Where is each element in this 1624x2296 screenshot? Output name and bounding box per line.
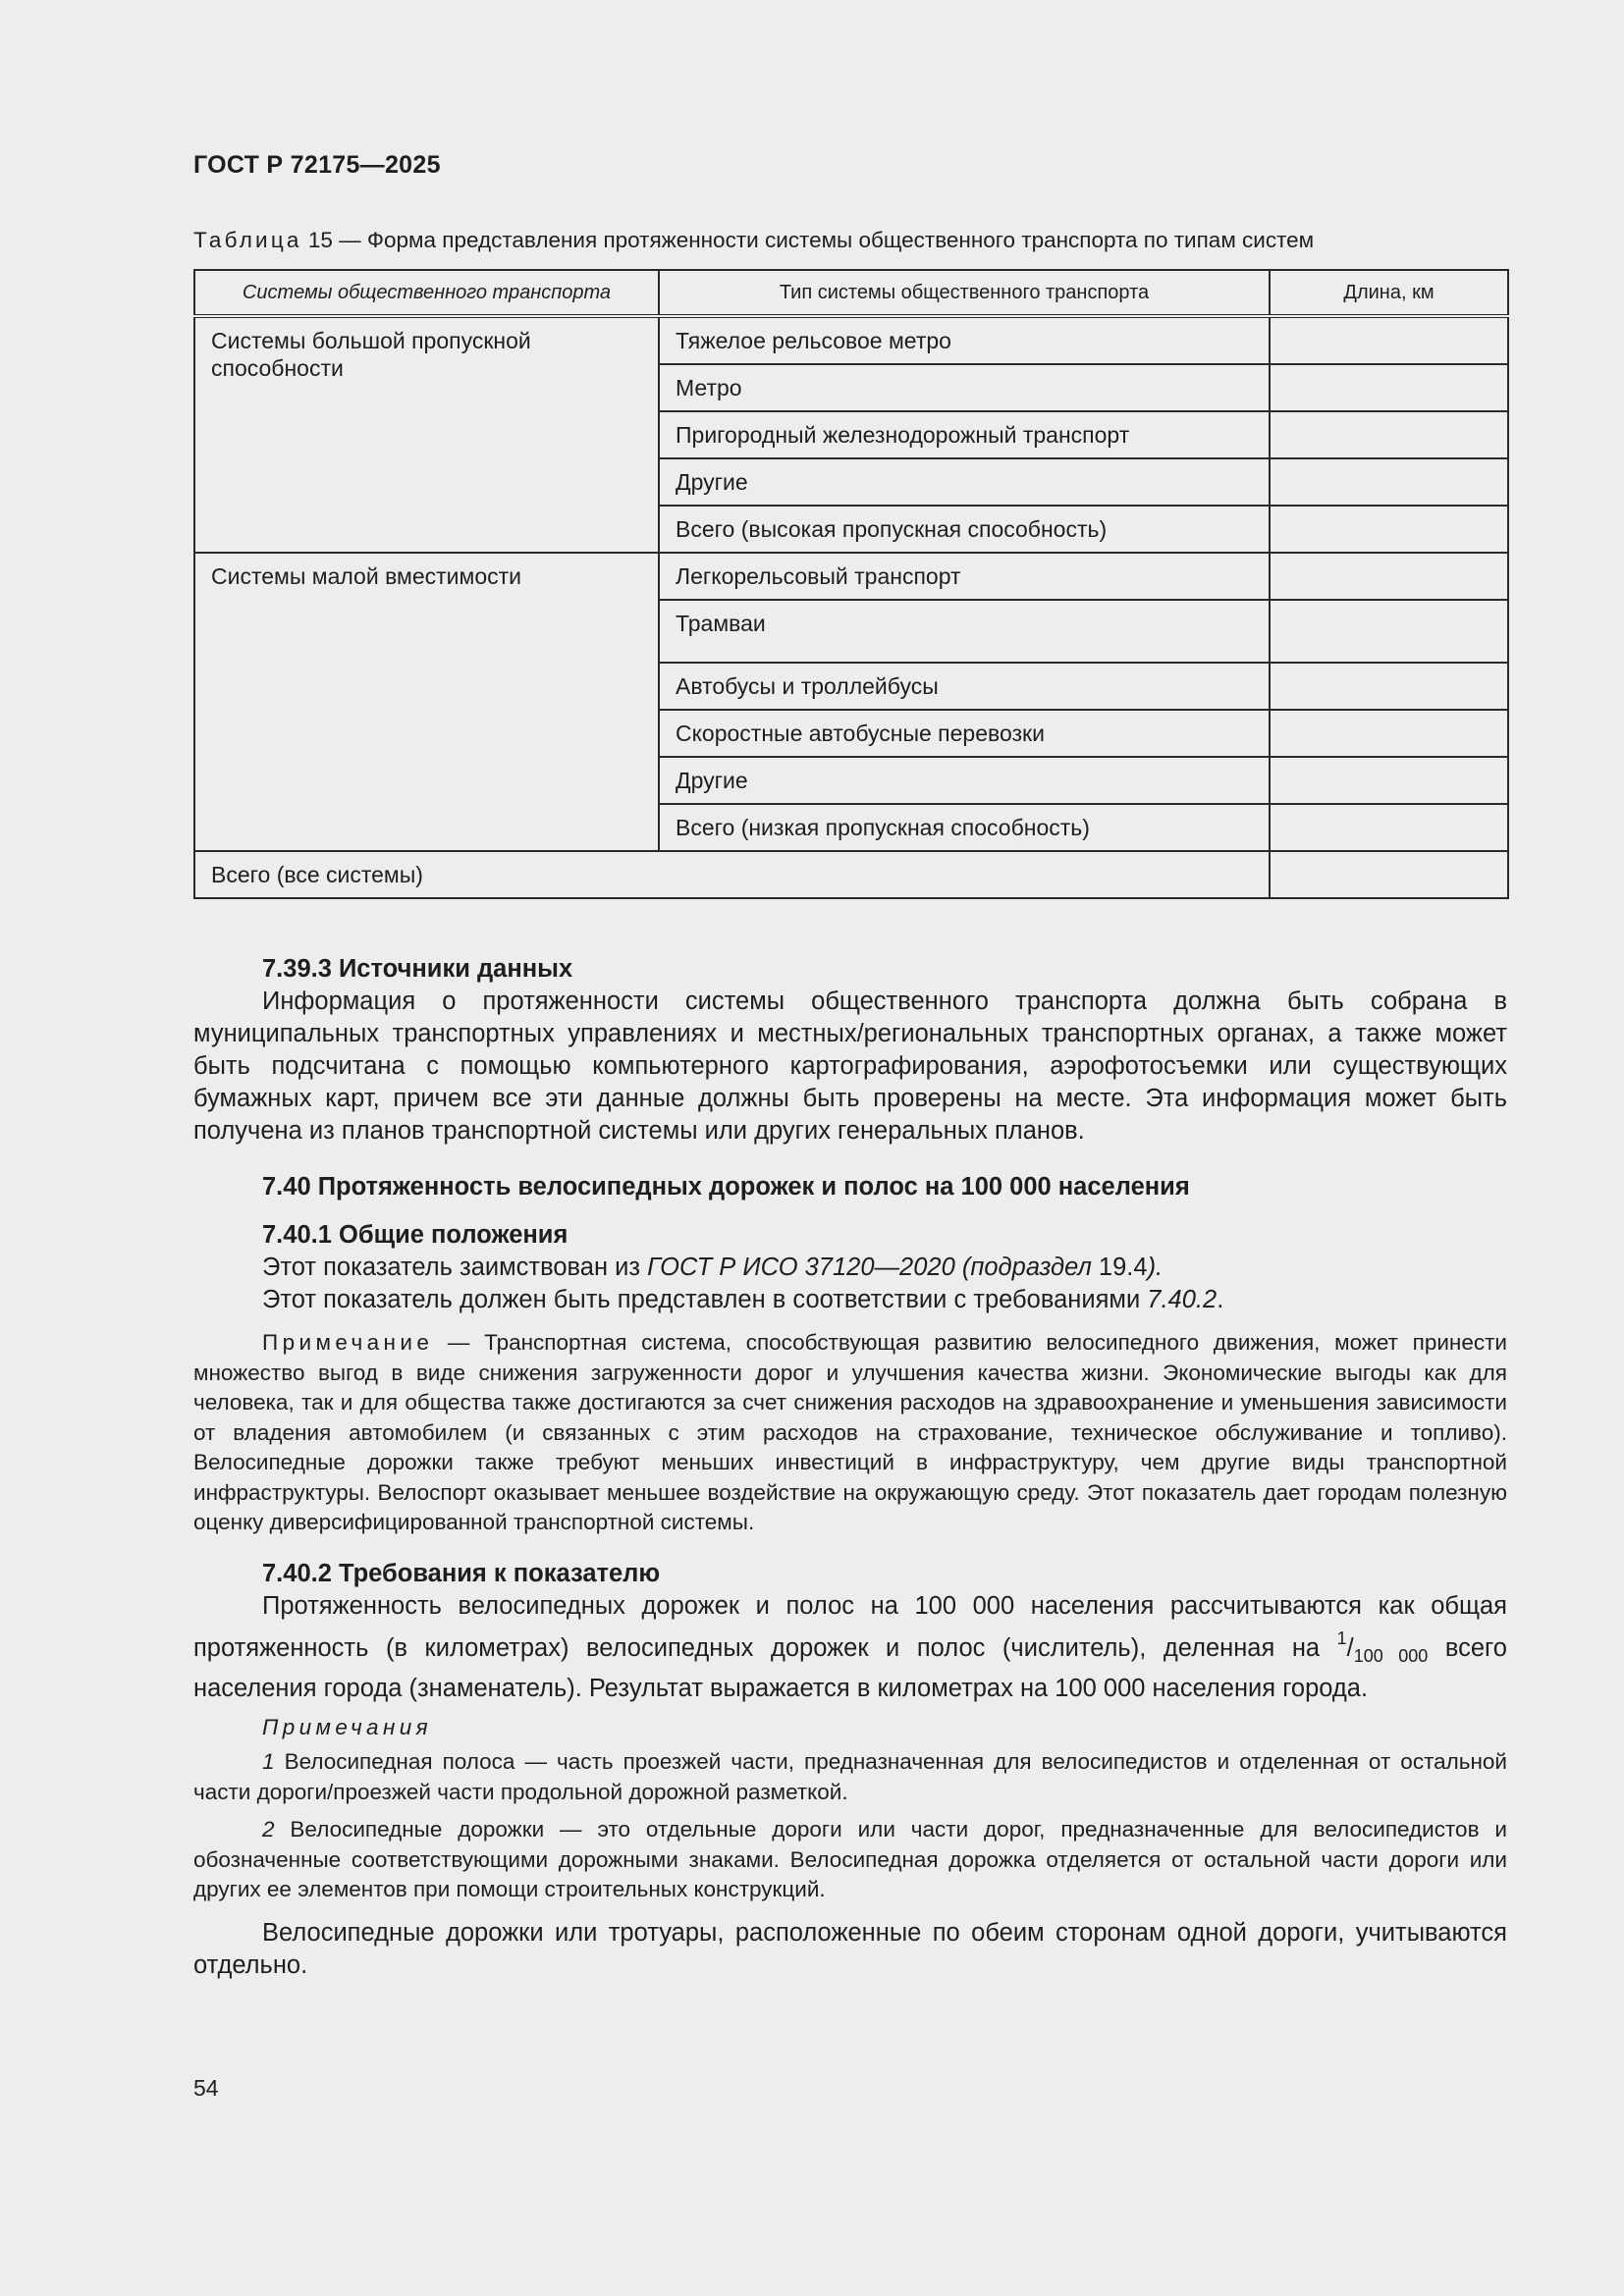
- note-text: — Транспортная система, способствующая развитию велосипедного движения, может принести множество выгод в виде снижения загруженности дорог и улучшения качества жизни. Экономические выгоды как для человека, так и для общества также достигаются за счет снижения расходов на здравоохранение и уменьшения зависимости от владения автомобилем (и связанных с этим расходов на страхование, техническое обслуживание и топливо). Велосипедные дорожки также требуют меньших инвестиций в инфраструктуру, чем другие виды транспортной инфраструктуры. Велоспорт оказывает меньшее воздействие на окружающую среду. Этот показатель дает городам полезную оценку диверсифицированной транспортной системы.: [193, 1330, 1507, 1534]
- type-cell: Легкорельсовый транспорт: [659, 553, 1270, 600]
- type-cell: Другие: [659, 757, 1270, 804]
- col-header-length: Длина, км: [1270, 270, 1508, 316]
- text-run: 19.4: [1091, 1254, 1148, 1281]
- section-heading: 7.40 Протяженность велосипедных дорожек и полос на 100 000 населения: [262, 1173, 1190, 1201]
- type-cell: Скоростные автобусные перевозки: [659, 710, 1270, 757]
- type-cell: Другие: [659, 458, 1270, 506]
- note-label: Примечание: [262, 1330, 434, 1355]
- type-cell: Метро: [659, 364, 1270, 411]
- note: [193, 1328, 1507, 1538]
- group-cell-high-capacity: Системы большой пропускной способности: [194, 316, 659, 553]
- text-run: ).: [1147, 1254, 1164, 1281]
- note-text: Велосипедные дорожки — это отдельные дороги или части дорог, предназначенные для велосипедистов и обозначенные соответствующими дорожными знаками. Велосипедная дорожка отделяется от остальной части дороги или других ее элементов при помощи строительных конструкций.: [193, 1817, 1507, 1901]
- note-item: [193, 1815, 1507, 1905]
- length-cell: [1270, 411, 1508, 458]
- paragraph: Информация о протяженности системы общественного транспорта должна быть собрана в муниципальных транспортных управлениях и местных/региональных транспортных органах, а также может быть подсчитана с помощью компьютерного картографирования, аэрофотосъемки или существующих бумажных карт, причем все эти данные должны быть проверены на месте. Эта информация может быть получена из планов транспортной системы или других генеральных планов.: [193, 988, 1507, 1145]
- length-cell: [1270, 663, 1508, 710]
- type-cell: Пригородный железнодорожный транспорт: [659, 411, 1270, 458]
- page-number: 54: [193, 2075, 219, 2101]
- section-7-40-2: [193, 1558, 1507, 1982]
- table-caption-label: Таблица: [193, 228, 302, 252]
- text-run: Протяженность велосипедных дорожек и полос на 100 000 населения рассчитываются как общая протяженность (в километрах) велосипедных дорожек и полос (числитель), деленная на: [193, 1592, 1507, 1662]
- paragraph: [193, 1284, 1507, 1316]
- type-cell: Всего (низкая пропускная способность): [659, 804, 1270, 851]
- section-7-40: [193, 1171, 1507, 1203]
- text-run: Этот показатель заимствован из: [262, 1254, 648, 1281]
- length-cell: [1270, 458, 1508, 506]
- table-row: [194, 316, 1508, 364]
- section-7-39-3: [193, 953, 1507, 1148]
- note-item: [193, 1747, 1507, 1807]
- type-cell: Всего (высокая пропускная способность): [659, 506, 1270, 553]
- note-number: 2: [262, 1817, 275, 1842]
- text-run: всего населения города (знаменатель). Результат выражается в километрах на 100 000 населения города.: [193, 1634, 1507, 1702]
- section-7-40-1: [193, 1219, 1507, 1538]
- paragraph: Велосипедные дорожки или тротуары, расположенные по обеим сторонам одной дороги, учитываются отдельно.: [193, 1918, 1507, 1979]
- length-cell: [1270, 851, 1508, 898]
- col-header-systems: Системы общественного транспорта: [194, 270, 659, 316]
- text-run: Этот показатель должен быть представлен в соответствии с требованиями: [262, 1286, 1148, 1313]
- transport-length-table: [193, 269, 1509, 899]
- text-run: .: [1217, 1286, 1224, 1313]
- col-header-type: Тип системы общественного транспорта: [659, 270, 1270, 316]
- table-caption: [193, 228, 1314, 253]
- clause-reference: 7.40.2: [1147, 1286, 1218, 1313]
- section-heading: 7.40.2 Требования к показателю: [262, 1560, 661, 1587]
- type-cell: Тяжелое рельсовое метро: [659, 316, 1270, 364]
- fraction-numerator: 1: [1336, 1629, 1347, 1648]
- section-heading: 7.39.3 Источники данных: [262, 955, 573, 983]
- total-label-cell: Всего (все системы): [194, 851, 1270, 898]
- table-caption-text: 15 — Форма представления протяженности системы общественного транспорта по типам систем: [301, 228, 1315, 252]
- section-heading: 7.40.1 Общие положения: [262, 1221, 568, 1249]
- length-cell: [1270, 710, 1508, 757]
- standard-reference: ГОСТ Р ИСО 37120—2020 (подраздел: [647, 1254, 1092, 1281]
- table-header-row: [194, 270, 1508, 316]
- length-cell: [1270, 553, 1508, 600]
- length-cell: [1270, 600, 1508, 663]
- group-cell-low-capacity: Системы малой вместимости: [194, 553, 659, 851]
- length-cell: [1270, 364, 1508, 411]
- length-cell: [1270, 506, 1508, 553]
- document-header: ГОСТ Р 72175—2025: [193, 151, 441, 179]
- length-cell: [1270, 804, 1508, 851]
- note-text: Велосипедная полоса — часть проезжей части, предназначенная для велосипедистов и отделенная от остальной части дороги/проезжей части продольной дорожной разметкой.: [193, 1749, 1507, 1804]
- paragraph: [193, 1590, 1507, 1705]
- type-cell: Автобусы и троллейбусы: [659, 663, 1270, 710]
- fraction: $^1/_{100 000}$: [1336, 1629, 1429, 1666]
- length-cell: [1270, 316, 1508, 364]
- table-row: [194, 553, 1508, 600]
- length-cell: [1270, 757, 1508, 804]
- type-cell: Трамваи: [659, 600, 1270, 663]
- paragraph: [193, 1252, 1507, 1284]
- table-total-row: [194, 851, 1508, 898]
- fraction-denominator: 100 000: [1353, 1646, 1429, 1666]
- notes-title: Примечания: [262, 1715, 433, 1739]
- note-number: 1: [262, 1749, 275, 1774]
